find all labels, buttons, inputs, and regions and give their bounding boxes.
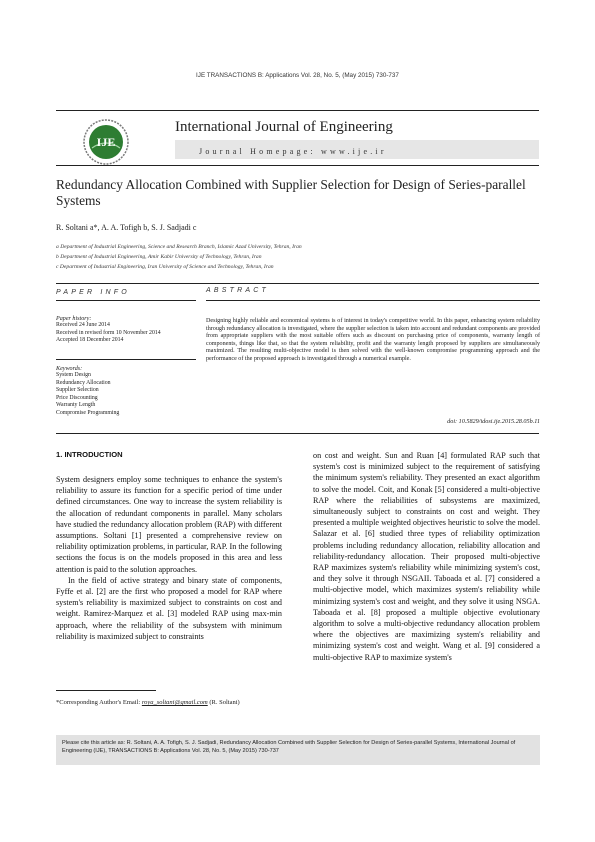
history-accepted: Accepted 18 December 2014 — [56, 337, 124, 344]
intro-left-column — [56, 474, 282, 642]
corr-prefix: *Corresponding Author's Email: — [56, 699, 141, 706]
keyword: Compromise Programming — [56, 409, 120, 416]
keyword: System Design — [56, 372, 91, 378]
keywords-label: Keywords: — [56, 366, 83, 372]
header-top-rule — [56, 110, 539, 111]
affiliation-c: c Department of Industrial Engineering, Iran University of Science and Technology, Tehran, Iran — [56, 264, 274, 270]
abstract-text: Designing highly reliable and economical systems is of interest in today's competitive world. In this paper, enhancing system reliability through redundancy allocation is investigated, where the supplier selection is taken into account and redundant components are provided from appropriate suppliers with the most suitable offers such as discount on purchasing price of components, warranty length of components, things like that, so that the system reliability, profit and the warranty length proposed by suppliers are simultaneously maximized. The resulting multi-objective model is then solved with the well-known compromise programming approach and the performance of the proposed approach is investigated through a numerical example. — [206, 318, 540, 362]
paragraph: System designers employ some techniques to enhance the system's reliability to assure its function for a specific period of time under defined circumstances. One way to increase the system reliability is the allocation of redundant components in parallel. Many scholars have studied the redundancy allocation problem (RAP) with different assumptions. Soltani [1] presented a comprehensive review on reliability optimization problems, in particular, RAP. In the following sections the focus is on the models proposed in this area and less attention is paid to the solution approaches. — [56, 475, 282, 574]
keywords — [56, 366, 201, 418]
abstract-rule — [206, 300, 540, 301]
svg-text:IJE: IJE — [96, 135, 116, 149]
keyword: Supplier Selection — [56, 387, 99, 394]
section-heading: 1. INTRODUCTION — [56, 450, 123, 459]
ije-logo-icon — [82, 118, 130, 166]
journal-homepage: Journal Homepage: www.ije.ir — [199, 147, 387, 156]
keyword: Price Discounting — [56, 394, 98, 401]
paper-info-rule — [56, 300, 196, 301]
intro-right-column: on cost and weight. Sun and Ruan [4] formulated RAP such that system's cost is minimized subject to the requirement of satisfying the minimum system's reliability. They presented an exact algorithm to solve the model. Coit, and Konak [5] considered a multi-objective RAP where the reliabilities of subsystems are maximized, simultaneously subject to constraints on cost and weight. They presented a multiple weighted objectives heuristic to solve the model. Salazar et al. [6] studied three types of reliability optimization problems including redundancy allocation, reliability allocation and reliability-redundancy allocation. Their proposed multi-objective RAP maximizes system's reliability while minimizing system's cost, and they solve it through NSGAII. Taboada et al. [7] considered a multi-objective model, which maximizes system's reliability while minimizing system's cost and weight, and they solve it using NSGA. Taboada et al. [8] proposed a multiple objective evolutionary algorithm to solve a multi-objective redundancy allocation problem where the objectives are maximizing system's reliability and minimizing system's cost and weight. Wang et al. [9] considered a multi-objective RAP to maximize system's — [313, 451, 540, 662]
footnote-rule — [56, 690, 156, 691]
affiliation-a: a Department of Industrial Engineering, Science and Research Branch, Islamic Azad University, Tehran, Iran — [56, 244, 302, 250]
info-top-rule — [56, 283, 539, 284]
keywords-rule — [56, 359, 196, 360]
history-label: Paper history: — [56, 316, 92, 322]
header-bottom-rule — [56, 165, 539, 166]
corresponding-author — [56, 698, 282, 707]
keyword: Redundancy Allocation — [56, 379, 111, 386]
affiliation-b: b Department of Industrial Engineering, Amir Kabir University of Technology, Tehran, Iran — [56, 254, 262, 260]
keyword: Warranty Length — [56, 402, 96, 409]
abstract-heading: ABSTRACT — [206, 287, 269, 294]
paper-history — [56, 316, 201, 345]
corr-suffix: (R. Soltani) — [209, 699, 240, 706]
doi: doi: 10.5829/idosi.ije.2015.28.05b.11 — [447, 418, 540, 425]
article-title: Redundancy Allocation Combined with Supplier Selection for Design of Series-parallel Systems — [56, 177, 526, 208]
history-revised: Received in revised form 10 November 2014 — [56, 329, 161, 336]
running-header: IJE TRANSACTIONS B: Applications Vol. 28, No. 5, (May 2015) 730-737 — [196, 72, 399, 79]
paper-info-heading: PAPER INFO — [56, 289, 130, 296]
citation-text: Please cite this article as: R. Soltani, A. A. Tofigh, S. J. Sadjadi, Redundancy Allocation Combined with Supplier Selection for Design of Series-parallel Systems, International Journal of Engineering (IJE), TRANSACTIONS B: Applications Vol. 28, No. 5, (May 2015) 730-737 — [62, 740, 516, 754]
history-received: Received 24 June 2014 — [56, 322, 110, 328]
journal-name: International Journal of Engineering — [175, 119, 393, 135]
author-list: R. Soltani a*, A. A. Tofigh b, S. J. Sadjadi c — [56, 223, 197, 232]
paragraph: In the field of active strategy and binary state of components, Fyffe et al. [2] are the first who proposed a model for RAP where system's reliability is maximized subject to constraints on cost and weight. Ramirez-Marquez et al. [3] modeled RAP using max-min approach, where the reliability of the subsystem with minimum reliability is maximized subject to constraints — [56, 575, 282, 641]
email-link[interactable]: roya_soltani@gmail.com — [141, 699, 208, 706]
abstract-bottom-rule — [56, 433, 539, 434]
